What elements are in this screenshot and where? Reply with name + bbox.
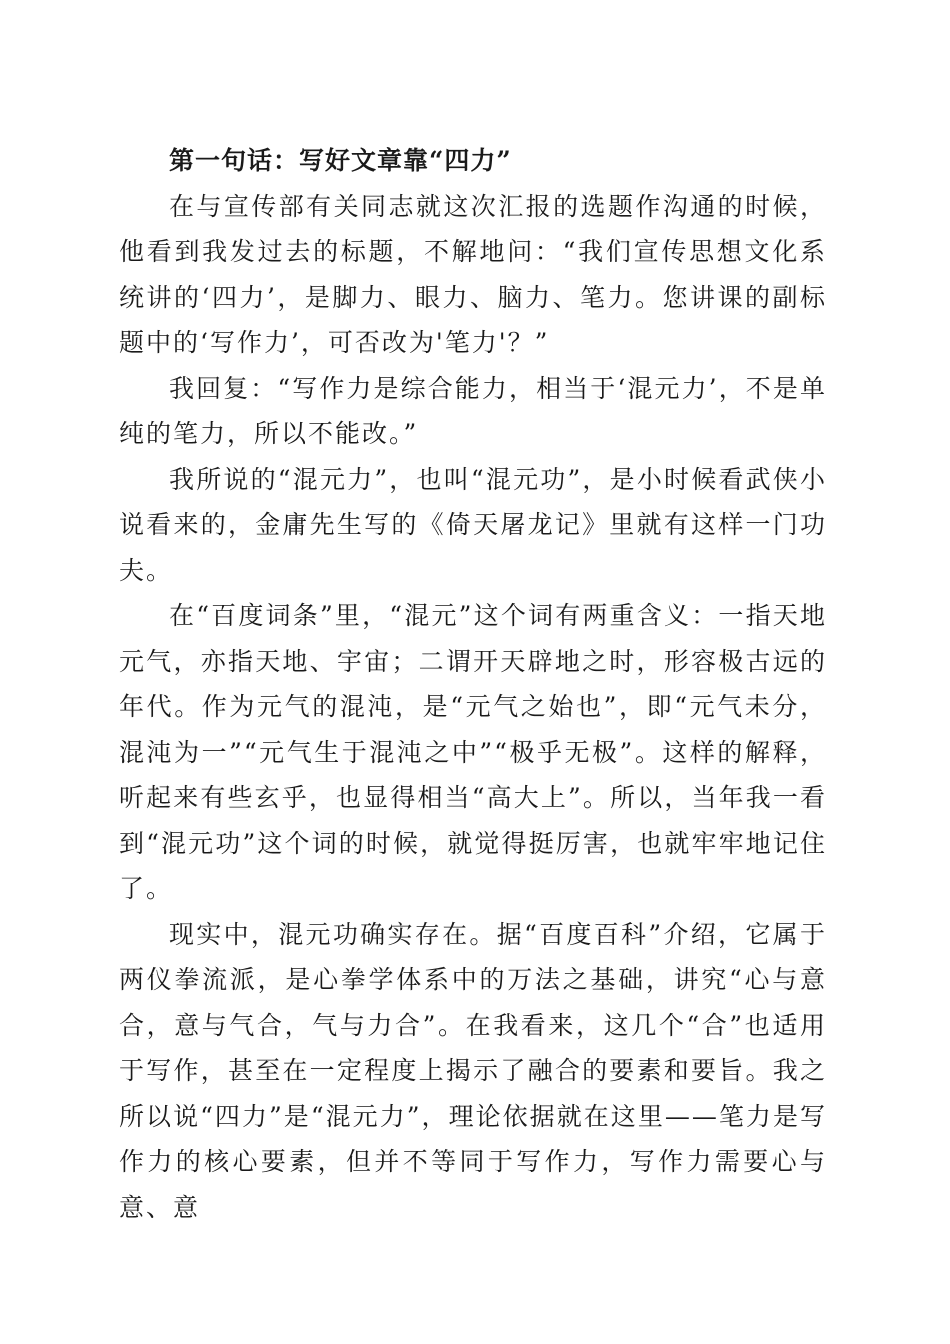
document-page bbox=[119, 138, 827, 1230]
paragraph: 现实中，混元功确实存在。据“百度百科”介绍，它属于两仪拳流派，是心拳学体系中的万法之基础，讲究“心与意合，意与气合，气与力合”。在我看来，这几个“合”也适用于写作，甚至在一定程度上揭示了融合的要素和要旨。我之所以说“四力”是“混元力”，理论依据就在这里——笔力是写作力的核心要素，但并不等同于写作力，写作力需要心与意、意 bbox=[119, 919, 827, 1222]
paragraph: 我回复：“写作力是综合能力，相当于‘混元力’，不是单纯的笔力，所以不能改。” bbox=[119, 373, 827, 448]
section-heading: 第一句话：写好文章靠“四力” bbox=[169, 146, 512, 175]
paragraph: 我所说的“混元力”，也叫“混元功”，是小时候看武侠小说看来的，金庸先生写的《倚天屠龙记》里就有这样一门功夫。 bbox=[119, 464, 827, 585]
paragraph: 在与宣传部有关同志就这次汇报的选题作沟通的时候，他看到我发过去的标题，不解地问：“我们宣传思想文化系统讲的‘四力’，是脚力、眼力、脑力、笔力。您讲课的副标题中的‘写作力’，可否改为'笔力'？” bbox=[119, 191, 827, 357]
paragraph: 在“百度词条”里，“混元”这个词有两重含义：一指天地元气，亦指天地、宇宙；二谓开天辟地之时，形容极古远的年代。作为元气的混沌，是“元气之始也”，即“元气未分，混沌为一”“元气生于混沌之中”“极乎无极”。这样的解释，听起来有些玄乎，也显得相当“高大上”。所以，当年我一看到“混元功”这个词的时候，就觉得挺厉害，也就牢牢地记住了。 bbox=[119, 601, 827, 903]
